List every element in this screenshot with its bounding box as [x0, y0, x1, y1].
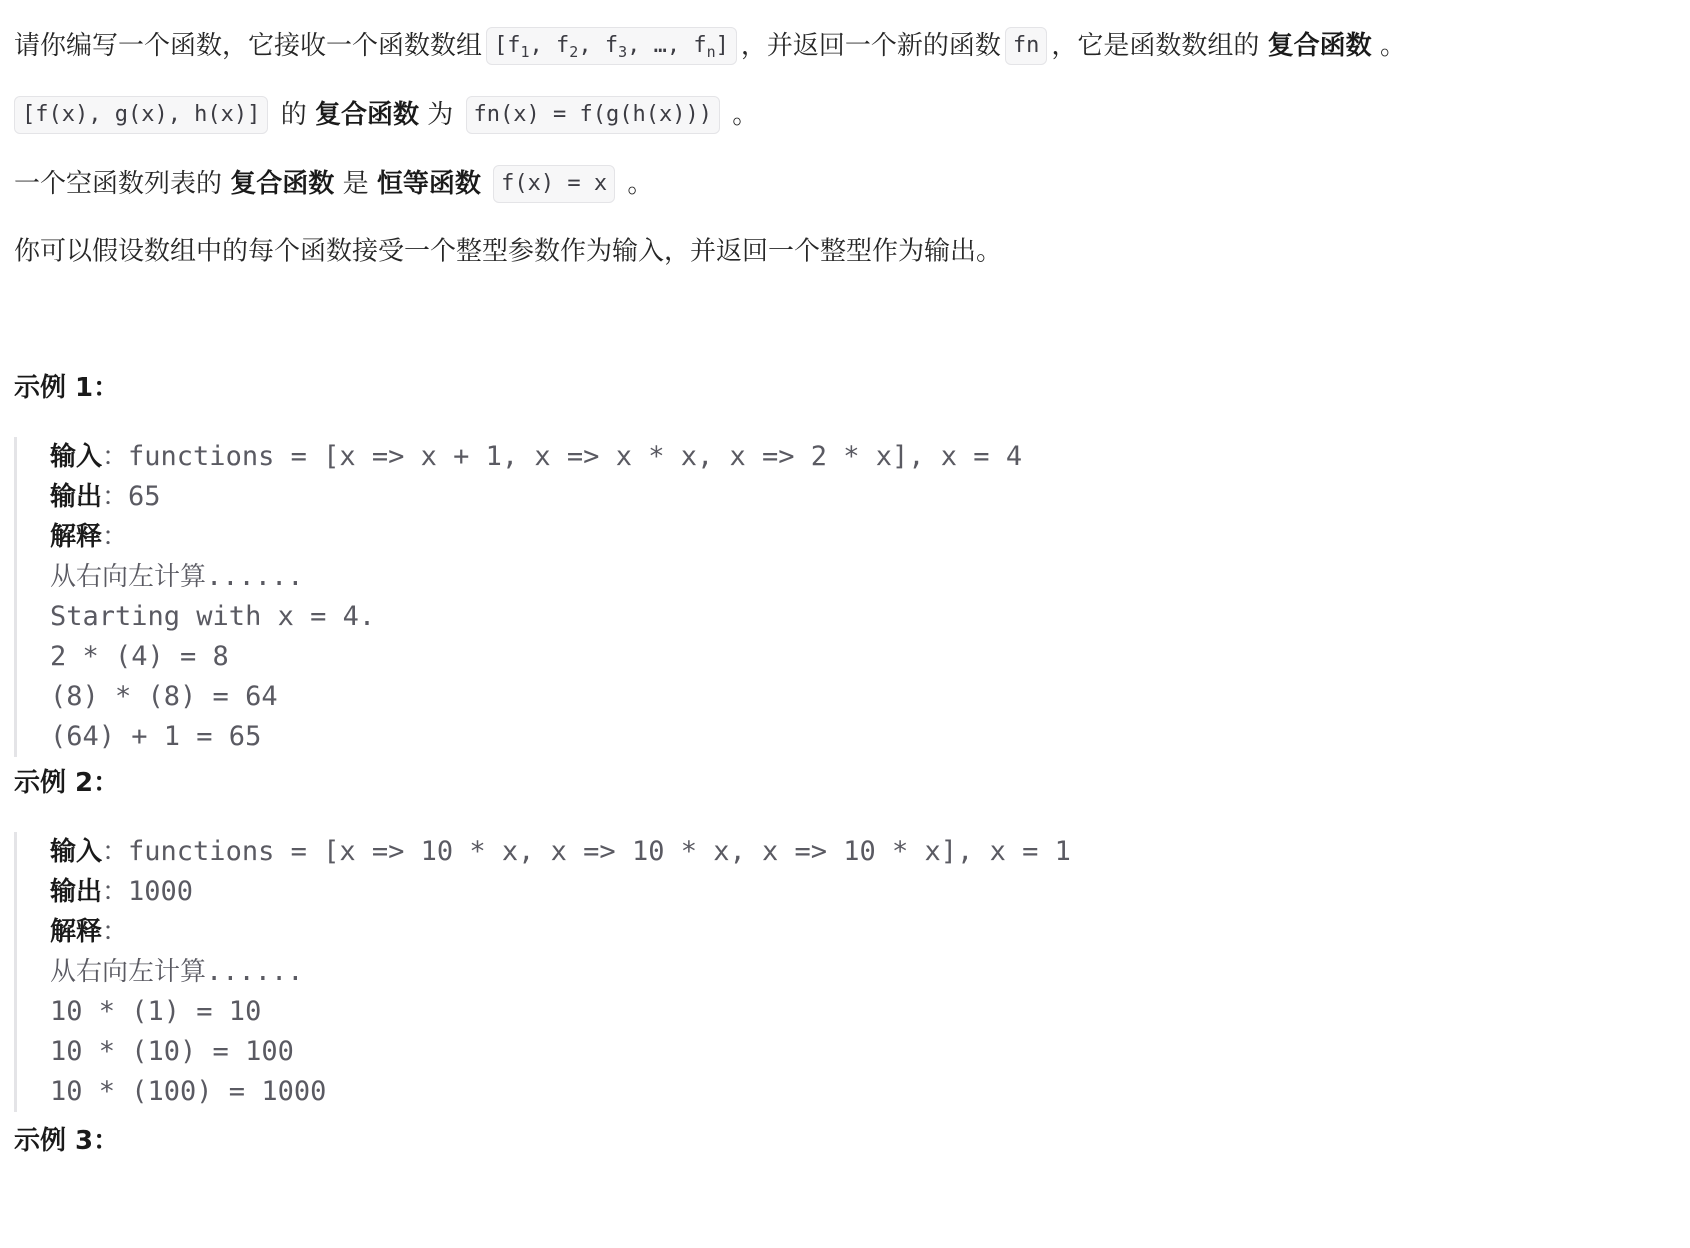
intro-text: 是	[342, 169, 369, 199]
input-label: 输入	[50, 837, 103, 867]
colon: ：	[102, 482, 129, 512]
subscript: 3	[618, 43, 628, 61]
intro-paragraph-2	[14, 96, 758, 134]
colon: ：	[102, 442, 129, 472]
explanation-line	[50, 557, 1214, 597]
input-label: 输入	[50, 442, 103, 472]
bold-term-composite-function: 复合函数	[1267, 31, 1372, 61]
explanation-line: (64) + 1 = 65	[50, 721, 262, 752]
inline-code-function-array	[486, 27, 737, 65]
example-output-line	[50, 872, 1214, 912]
example-1-heading: 示例 1：	[14, 373, 120, 403]
output-label: 输出	[50, 482, 103, 512]
subscript: 2	[569, 43, 579, 61]
intro-text: ，它是函数数组的	[1051, 31, 1260, 61]
period: 。	[732, 100, 759, 130]
code-text: [f	[494, 33, 521, 58]
colon: ：	[102, 837, 129, 867]
intro-text: 一个空函数列表的	[14, 169, 223, 199]
example-2-block	[14, 832, 1214, 1112]
explanation-line: 2 * (4) = 8	[50, 641, 229, 672]
inline-code-identity: f(x) = x	[493, 165, 615, 203]
intro-paragraph-4	[14, 233, 1002, 270]
intro-text: 的	[280, 100, 307, 130]
bold-term-composite-function: 复合函数	[314, 100, 419, 130]
intro-text: 请你编写一个函数，它接收一个函数数组	[14, 31, 483, 61]
subscript: n	[706, 43, 716, 61]
explanation-line: Starting with x = 4.	[50, 601, 376, 632]
explanation-line: (8) * (8) = 64	[50, 681, 278, 712]
example-output-line	[50, 477, 1214, 517]
colon: ：	[102, 522, 129, 552]
subscript: 1	[520, 43, 530, 61]
period: 。	[627, 169, 654, 199]
output-value: 65	[128, 481, 161, 512]
example-explanation-label-line	[50, 517, 1214, 557]
ellipsis: ......	[206, 561, 304, 592]
code-text: ]	[715, 33, 729, 58]
example-1-block	[14, 437, 1214, 757]
example-explanation-label-line	[50, 912, 1214, 952]
intro-paragraph-1	[14, 27, 1406, 65]
colon: ：	[102, 877, 129, 907]
input-value: functions = [x => x + 1, x => x * x, x => 2 * x], x = 4	[128, 441, 1023, 472]
explanation-line	[50, 952, 1214, 992]
colon: ：	[102, 917, 129, 947]
output-value: 1000	[128, 876, 194, 907]
intro-text: 你可以假设数组中的每个函数接受一个整型参数作为输入，并返回一个整型作为输出。	[14, 236, 1003, 267]
intro-paragraph-3	[14, 165, 653, 203]
inline-code-function-list: [f(x), g(x), h(x)]	[14, 96, 268, 134]
intro-text: ，并返回一个新的函数	[740, 31, 1001, 61]
inline-code-fn: fn	[1005, 27, 1048, 65]
explanation-line: 10 * (1) = 10	[50, 996, 262, 1027]
explanation-label: 解释	[50, 917, 103, 947]
example-2-heading: 示例 2：	[14, 768, 120, 798]
code-text: , f	[578, 33, 619, 58]
explanation-line: 10 * (10) = 100	[50, 1036, 294, 1067]
bold-term-composite-function: 复合函数	[230, 169, 335, 199]
explanation-text: 从右向左计算	[50, 562, 207, 592]
code-text: , …, f	[627, 33, 707, 58]
example-input-line	[50, 832, 1214, 872]
code-text: , f	[529, 33, 570, 58]
output-label: 输出	[50, 877, 103, 907]
inline-code-composition: fn(x) = f(g(h(x)))	[466, 96, 720, 134]
explanation-line: 10 * (100) = 1000	[50, 1076, 327, 1107]
explanation-text: 从右向左计算	[50, 957, 207, 987]
bold-term-identity-function: 恒等函数	[376, 169, 481, 199]
input-value: functions = [x => 10 * x, x => 10 * x, x => 10 * x], x = 1	[128, 836, 1071, 867]
ellipsis: ......	[206, 956, 304, 987]
explanation-label: 解释	[50, 522, 103, 552]
period: 。	[1379, 31, 1406, 61]
intro-text: 为	[427, 100, 454, 130]
example-input-line	[50, 437, 1214, 477]
example-3-heading: 示例 3：	[14, 1126, 120, 1156]
